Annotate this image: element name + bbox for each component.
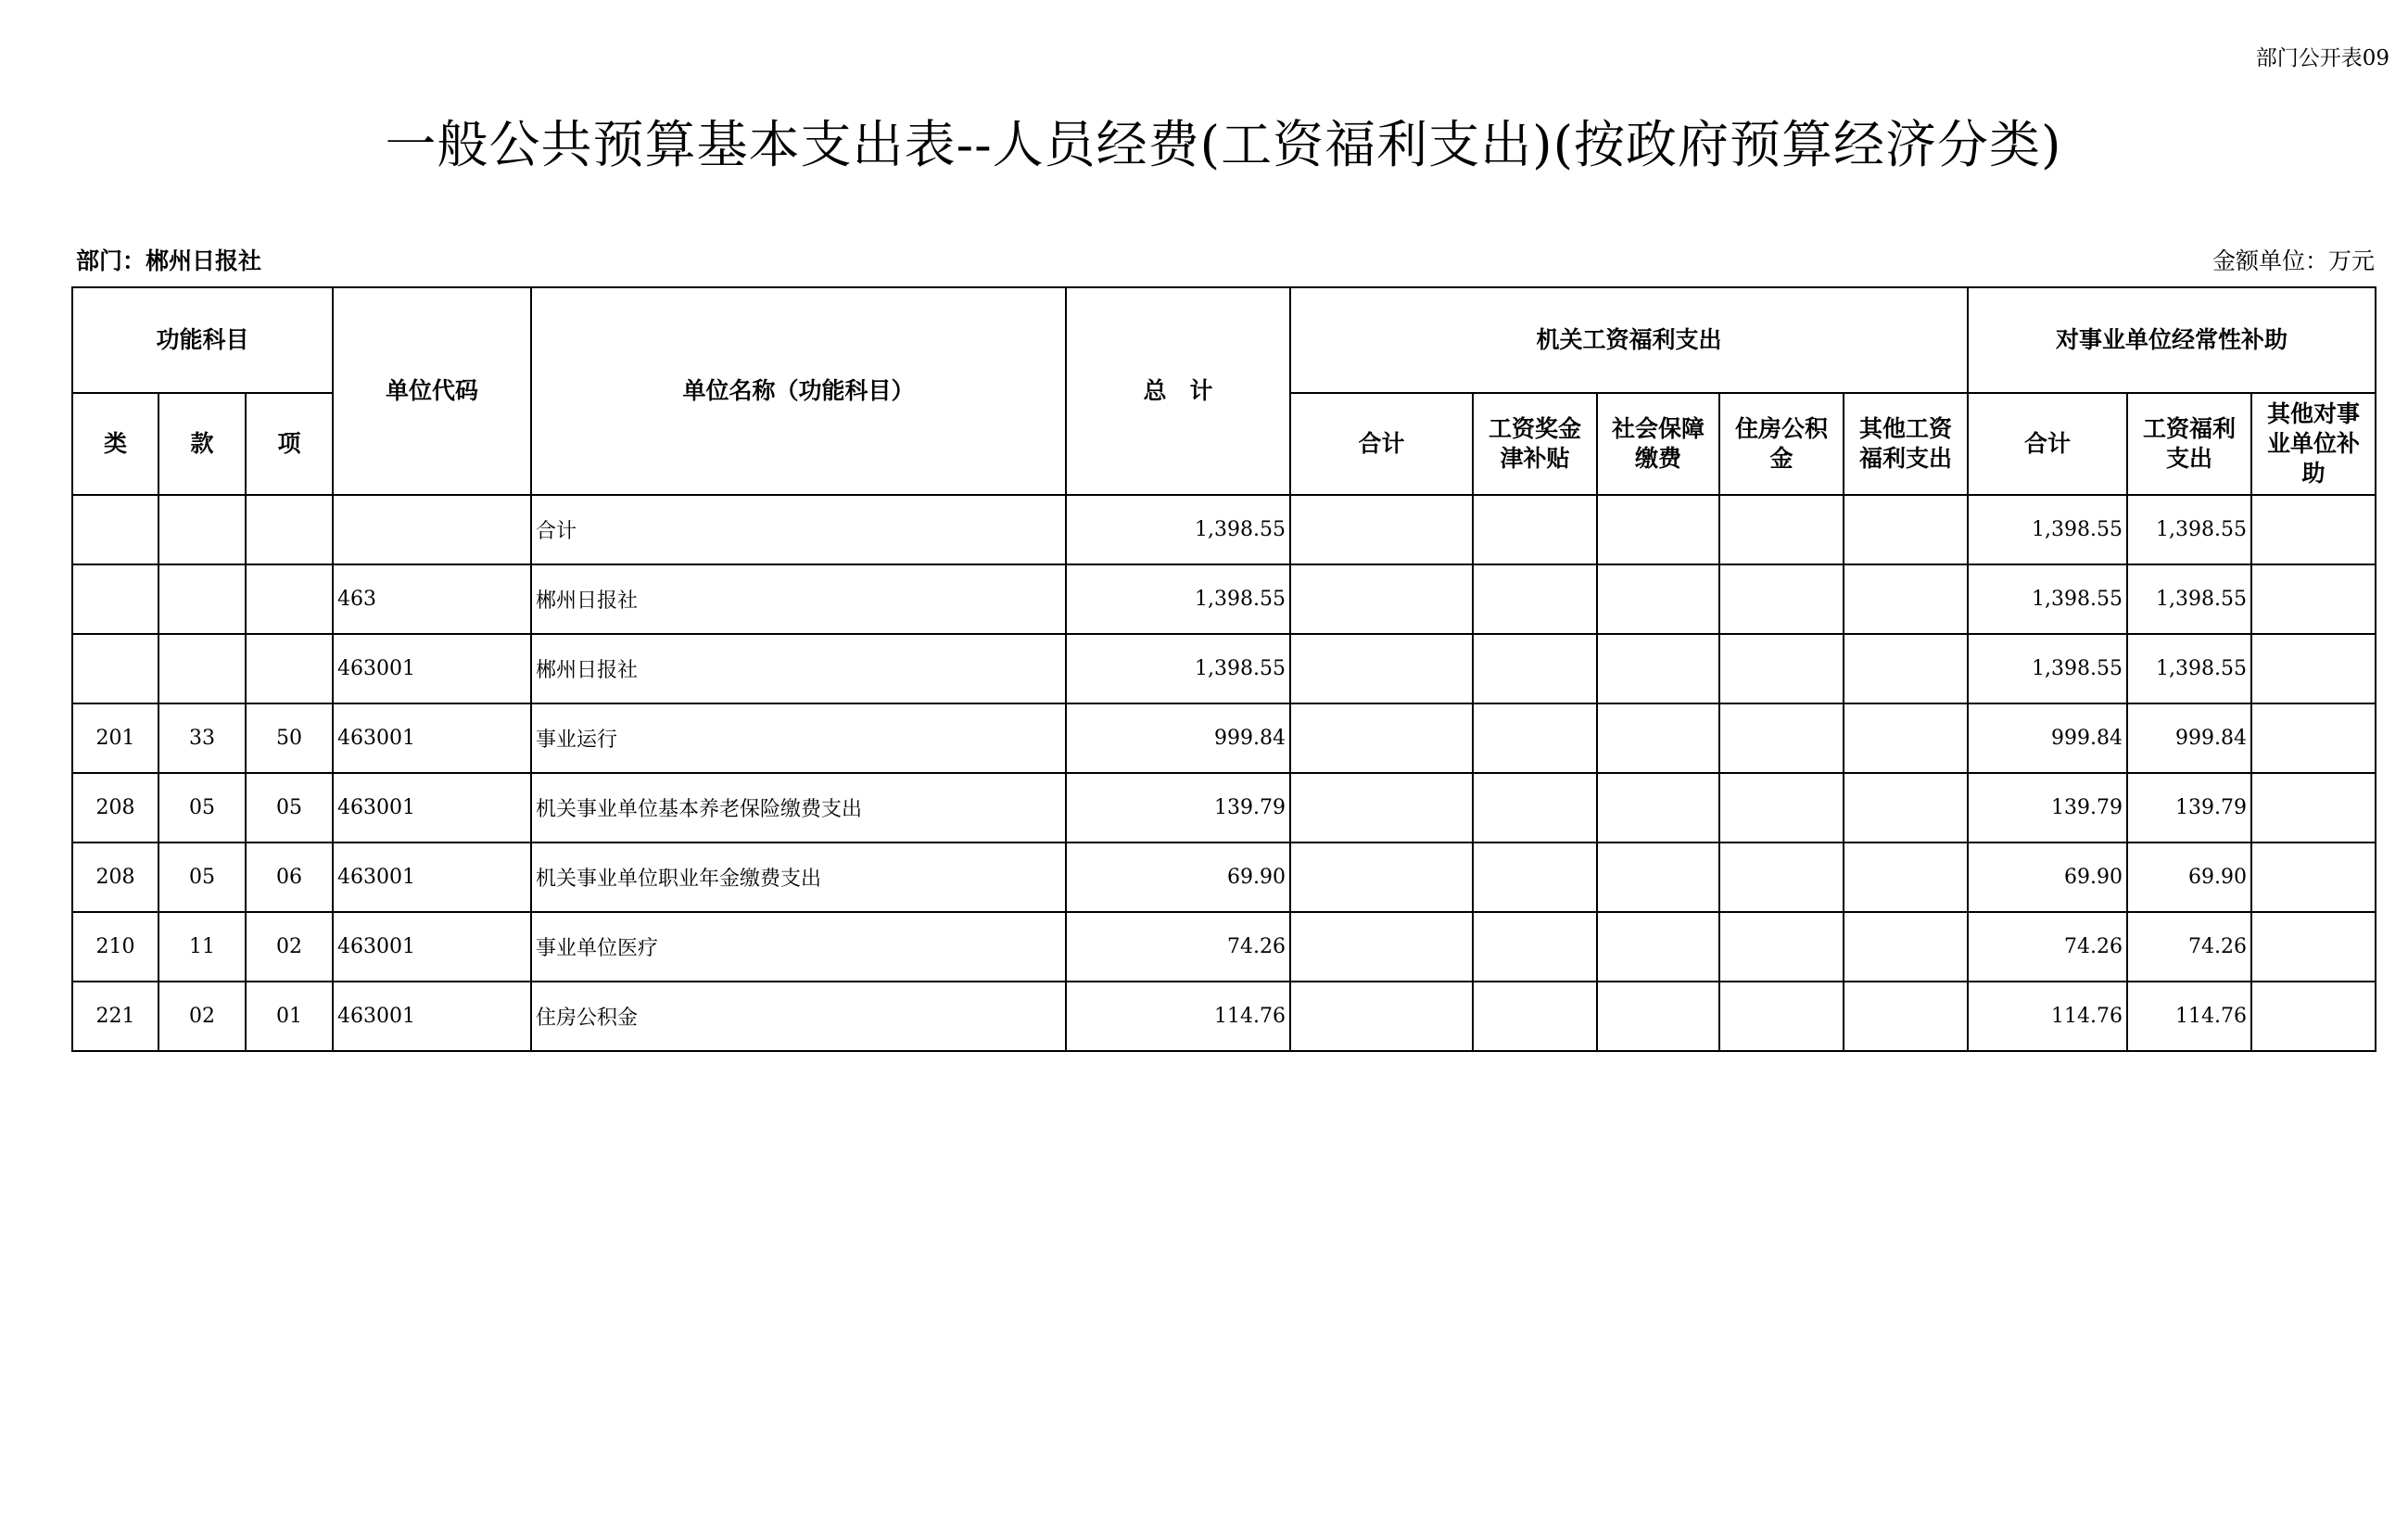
cell-code: 463001 (333, 982, 531, 1051)
cell-sy-other (2251, 912, 2376, 982)
cell-jg-other (1844, 495, 1968, 564)
cell-sy-other (2251, 564, 2376, 634)
cell-lei (72, 495, 158, 564)
page-title: 一般公共预算基本支出表--人员经费(工资福利支出)(按政府预算经济分类) (385, 115, 2062, 174)
cell-total: 69.90 (1066, 843, 1290, 912)
header-func-subject: 功能科目 (72, 287, 333, 393)
cell-sy-total: 1,398.55 (1968, 495, 2127, 564)
table-row (72, 564, 2376, 634)
cell-jg-salary (1473, 703, 1597, 773)
header-jg-total: 合计 (1290, 393, 1473, 495)
cell-total: 1,398.55 (1066, 634, 1290, 703)
cell-xiang: 02 (246, 912, 333, 982)
cell-code (333, 495, 531, 564)
cell-code: 463001 (333, 773, 531, 843)
cell-sy-other (2251, 843, 2376, 912)
cell-jg-housing (1719, 564, 1844, 634)
cell-jg-other (1844, 703, 1968, 773)
cell-kuan (158, 495, 246, 564)
header-xiang: 项 (246, 393, 333, 495)
cell-name: 机关事业单位基本养老保险缴费支出 (531, 773, 1066, 843)
cell-lei: 221 (72, 982, 158, 1051)
table-row (72, 495, 2376, 564)
amount-unit-label: 金额单位：万元 (2212, 247, 2375, 274)
cell-sy-other (2251, 703, 2376, 773)
header-sy-salary: 工资福利支出 (2127, 393, 2251, 495)
cell-name: 合计 (531, 495, 1066, 564)
cell-jg-social (1597, 912, 1719, 982)
cell-kuan (158, 564, 246, 634)
cell-jg-housing (1719, 495, 1844, 564)
header-jg-salary: 工资奖金津补贴 (1473, 393, 1597, 495)
cell-code: 463001 (333, 843, 531, 912)
table-row (72, 634, 2376, 703)
cell-xiang: 01 (246, 982, 333, 1051)
cell-code: 463001 (333, 634, 531, 703)
cell-name: 郴州日报社 (531, 564, 1066, 634)
cell-jg-salary (1473, 912, 1597, 982)
table-row (72, 703, 2376, 773)
cell-sy-total: 114.76 (1968, 982, 2127, 1051)
cell-xiang: 06 (246, 843, 333, 912)
cell-sy-total: 139.79 (1968, 773, 2127, 843)
cell-sy-salary: 999.84 (2127, 703, 2251, 773)
cell-kuan: 11 (158, 912, 246, 982)
cell-jg-housing (1719, 773, 1844, 843)
cell-jg-total (1290, 703, 1473, 773)
cell-jg-housing (1719, 843, 1844, 912)
cell-xiang: 50 (246, 703, 333, 773)
cell-jg-total (1290, 843, 1473, 912)
cell-jg-housing (1719, 634, 1844, 703)
cell-sy-salary: 69.90 (2127, 843, 2251, 912)
cell-jg-housing (1719, 912, 1844, 982)
header-kuan: 款 (158, 393, 246, 495)
cell-kuan: 33 (158, 703, 246, 773)
header-jg-social: 社会保障缴费 (1597, 393, 1719, 495)
cell-sy-salary: 114.76 (2127, 982, 2251, 1051)
cell-sy-salary: 1,398.55 (2127, 495, 2251, 564)
cell-total: 1,398.55 (1066, 564, 1290, 634)
table-row (72, 843, 2376, 912)
cell-kuan: 05 (158, 773, 246, 843)
table-row (72, 912, 2376, 982)
cell-jg-salary (1473, 843, 1597, 912)
cell-code: 463001 (333, 912, 531, 982)
cell-total: 114.76 (1066, 982, 1290, 1051)
cell-jg-other (1844, 843, 1968, 912)
cell-lei: 208 (72, 843, 158, 912)
cell-sy-total: 1,398.55 (1968, 564, 2127, 634)
cell-jg-salary (1473, 495, 1597, 564)
cell-total: 74.26 (1066, 912, 1290, 982)
cell-sy-other (2251, 982, 2376, 1051)
table-number: 部门公开表09 (2255, 46, 2389, 70)
cell-jg-total (1290, 912, 1473, 982)
cell-total: 1,398.55 (1066, 495, 1290, 564)
header-jg-housing: 住房公积金 (1719, 393, 1844, 495)
cell-sy-salary: 74.26 (2127, 912, 2251, 982)
cell-sy-total: 74.26 (1968, 912, 2127, 982)
cell-jg-social (1597, 495, 1719, 564)
cell-jg-social (1597, 773, 1719, 843)
cell-lei (72, 564, 158, 634)
cell-kuan: 02 (158, 982, 246, 1051)
header-row-1 (72, 287, 2376, 393)
cell-jg-total (1290, 495, 1473, 564)
cell-sy-total: 1,398.55 (1968, 634, 2127, 703)
cell-name: 住房公积金 (531, 982, 1066, 1051)
header-lei: 类 (72, 393, 158, 495)
cell-jg-total (1290, 634, 1473, 703)
cell-jg-salary (1473, 982, 1597, 1051)
cell-sy-other (2251, 495, 2376, 564)
cell-jg-salary (1473, 773, 1597, 843)
cell-sy-salary: 139.79 (2127, 773, 2251, 843)
header-jg-other: 其他工资福利支出 (1844, 393, 1968, 495)
cell-jg-other (1844, 773, 1968, 843)
cell-jg-total (1290, 982, 1473, 1051)
cell-sy-salary: 1,398.55 (2127, 634, 2251, 703)
table-row (72, 982, 2376, 1051)
header-sy-other: 其他对事业单位补助 (2251, 393, 2376, 495)
cell-jg-other (1844, 982, 1968, 1051)
cell-jg-other (1844, 564, 1968, 634)
budget-table (71, 286, 2376, 1052)
cell-code: 463 (333, 564, 531, 634)
cell-total: 999.84 (1066, 703, 1290, 773)
header-sy-total: 合计 (1968, 393, 2127, 495)
cell-sy-total: 999.84 (1968, 703, 2127, 773)
cell-name: 事业单位医疗 (531, 912, 1066, 982)
cell-xiang (246, 634, 333, 703)
table-row (72, 773, 2376, 843)
cell-xiang (246, 495, 333, 564)
header-shiye: 对事业单位经常性补助 (1968, 287, 2376, 393)
cell-sy-other (2251, 773, 2376, 843)
cell-sy-other (2251, 634, 2376, 703)
cell-name: 郴州日报社 (531, 634, 1066, 703)
cell-lei: 208 (72, 773, 158, 843)
cell-xiang: 05 (246, 773, 333, 843)
cell-sy-salary: 1,398.55 (2127, 564, 2251, 634)
cell-jg-social (1597, 634, 1719, 703)
cell-name: 机关事业单位职业年金缴费支出 (531, 843, 1066, 912)
department-label: 部门：郴州日报社 (76, 247, 262, 274)
cell-jg-other (1844, 912, 1968, 982)
cell-jg-total (1290, 564, 1473, 634)
cell-jg-housing (1719, 703, 1844, 773)
cell-jg-social (1597, 982, 1719, 1051)
cell-lei: 201 (72, 703, 158, 773)
cell-jg-housing (1719, 982, 1844, 1051)
cell-jg-salary (1473, 564, 1597, 634)
cell-jg-social (1597, 703, 1719, 773)
cell-jg-social (1597, 564, 1719, 634)
cell-name: 事业运行 (531, 703, 1066, 773)
cell-sy-total: 69.90 (1968, 843, 2127, 912)
cell-lei (72, 634, 158, 703)
header-unit-code: 单位代码 (333, 287, 531, 495)
cell-jg-total (1290, 773, 1473, 843)
header-total: 总 计 (1066, 287, 1290, 495)
cell-jg-social (1597, 843, 1719, 912)
cell-code: 463001 (333, 703, 531, 773)
cell-kuan: 05 (158, 843, 246, 912)
cell-total: 139.79 (1066, 773, 1290, 843)
header-unit-name: 单位名称（功能科目） (531, 287, 1066, 495)
header-jiguan: 机关工资福利支出 (1290, 287, 1968, 393)
cell-lei: 210 (72, 912, 158, 982)
cell-xiang (246, 564, 333, 634)
cell-jg-salary (1473, 634, 1597, 703)
cell-jg-other (1844, 634, 1968, 703)
cell-kuan (158, 634, 246, 703)
